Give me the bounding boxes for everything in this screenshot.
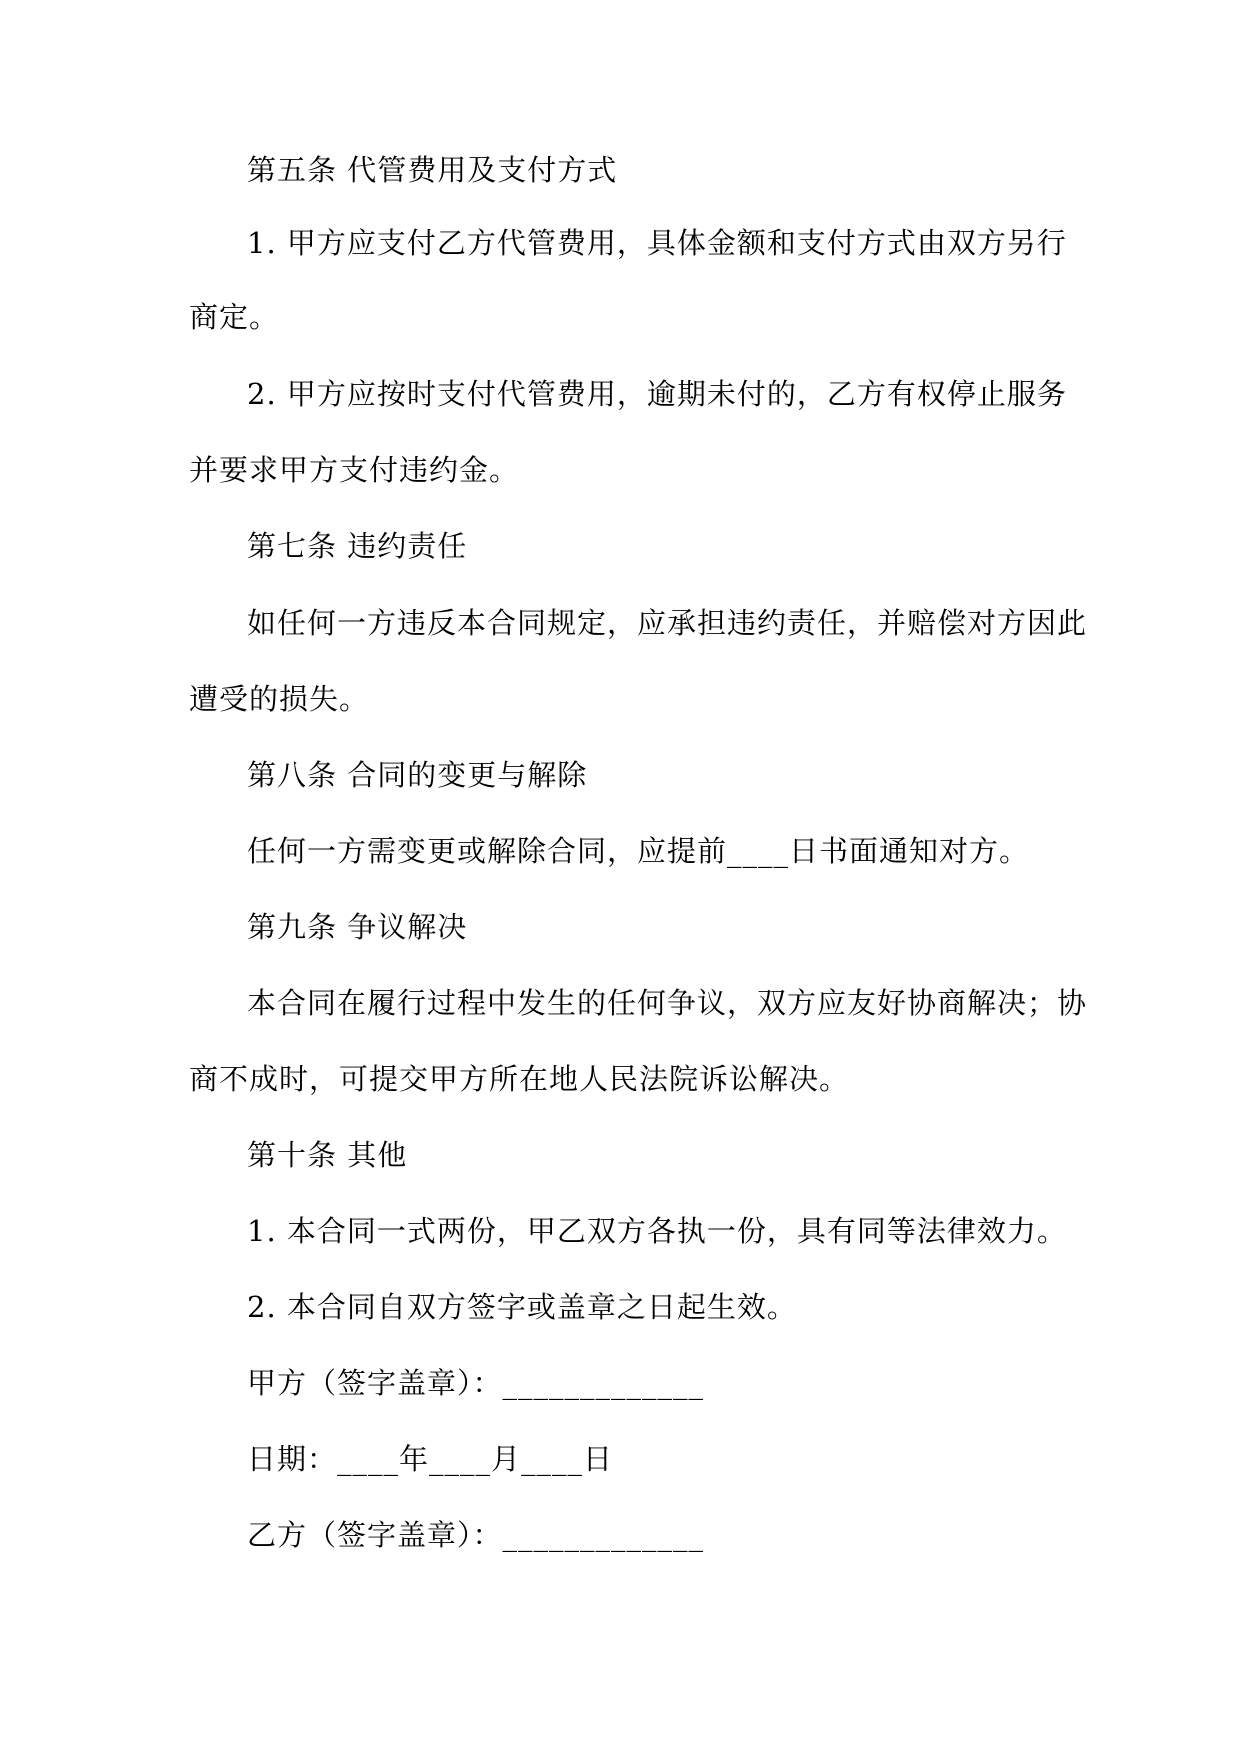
- party-a-signature: 甲方（签字盖章）：_____________: [247, 1366, 705, 1400]
- section-8-heading: 第八条 合同的变更与解除: [247, 758, 588, 792]
- section-5-heading: 第五条 代管费用及支付方式: [247, 153, 618, 187]
- section-10-clause-2: 2. 本合同自双方签字或盖章之日起生效。: [247, 1290, 797, 1324]
- section-7-heading: 第七条 违约责任: [247, 529, 468, 563]
- section-9-heading: 第九条 争议解决: [247, 910, 468, 944]
- section-9-body-cont: 商不成时，可提交甲方所在地人民法院诉讼解决。: [189, 1062, 850, 1096]
- section-10-heading: 第十条 其他: [247, 1138, 408, 1172]
- section-7-body: 如任何一方违反本合同规定，应承担违约责任，并赔偿对方因此: [247, 606, 1088, 640]
- section-5-clause-1: 1. 甲方应支付乙方代管费用，具体金额和支付方式由双方另行: [247, 226, 1067, 260]
- section-5-clause-2: 2. 甲方应按时支付代管费用，逾期未付的，乙方有权停止服务: [247, 377, 1067, 411]
- section-5-clause-1-cont: 商定。: [189, 300, 280, 334]
- party-b-signature: 乙方（签字盖章）：_____________: [247, 1518, 705, 1552]
- signature-date: 日期：____年____月____日: [247, 1442, 614, 1476]
- section-9-body: 本合同在履行过程中发生的任何争议，双方应友好协商解决；协: [247, 986, 1088, 1020]
- section-7-body-cont: 遭受的损失。: [189, 682, 370, 716]
- section-5-clause-2-cont: 并要求甲方支付违约金。: [189, 453, 520, 487]
- section-10-clause-1: 1. 本合同一式两份，甲乙双方各执一份，具有同等法律效力。: [247, 1214, 1067, 1248]
- section-8-body: 任何一方需变更或解除合同，应提前____日书面通知对方。: [247, 834, 1030, 868]
